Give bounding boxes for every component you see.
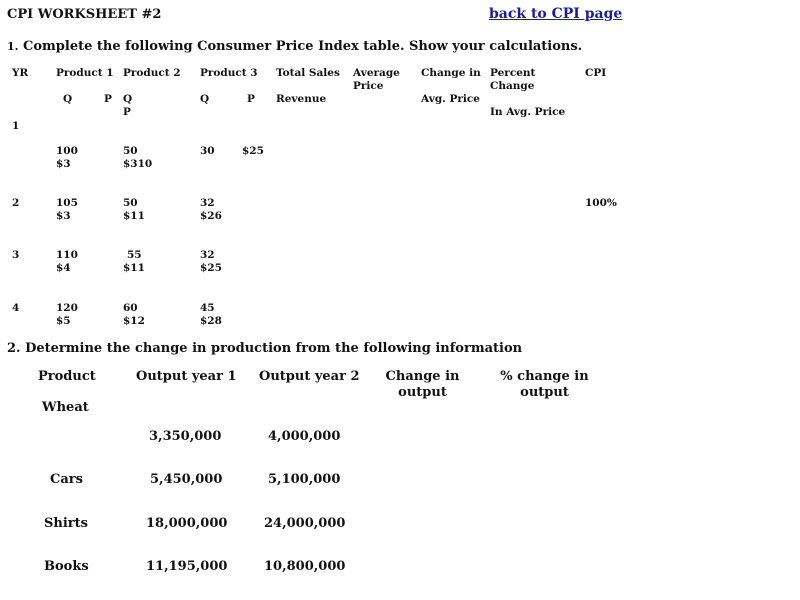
question-2-prompt: 2. Determine the change in production from the following information	[7, 341, 523, 356]
back-to-cpi-link[interactable]: back to CPI page	[489, 6, 623, 22]
row-wheat-product: Wheat	[42, 400, 89, 415]
row-3-p1-q: 110	[56, 249, 78, 261]
header-cpi: CPI	[585, 67, 607, 79]
header-change: Change	[490, 80, 535, 92]
row-3-p3-q: 32	[200, 249, 215, 261]
row-1-yr: 1	[12, 120, 20, 132]
header-product-2: Product 2	[123, 67, 181, 79]
subheader-p2-q: Q	[123, 93, 133, 105]
subheader-p3-q: Q	[200, 93, 210, 105]
subheader-revenue: Revenue	[276, 93, 327, 105]
header-pct-change-line1: % change in	[500, 369, 589, 384]
row-2-p2-p: $11	[123, 210, 145, 222]
row-4-p3-p: $28	[200, 315, 222, 327]
row-4-p1-q: 120	[56, 302, 78, 314]
row-1-p3-p: $25	[242, 145, 264, 157]
row-4-p1-p: $5	[56, 315, 71, 327]
row-4-p2-q: 60	[123, 302, 138, 314]
header-price: Price	[353, 80, 384, 92]
row-cars-product: Cars	[50, 472, 83, 487]
header-pct-change-in-output	[497, 369, 592, 401]
header-total-sales: Total Sales	[276, 67, 340, 79]
row-3-yr: 3	[12, 249, 20, 261]
row-3-p2-q: 55	[127, 249, 142, 261]
row-shirts-product: Shirts	[44, 516, 88, 531]
row-1-p2-q: 50	[123, 145, 138, 157]
row-1-p1-q: 100	[56, 145, 78, 157]
subheader-p1-q: Q	[63, 93, 73, 105]
row-2-p2-q: 50	[123, 197, 138, 209]
row-2-p3-p: $26	[200, 210, 222, 222]
row-2-yr: 2	[12, 197, 20, 209]
header-product: Product	[38, 369, 96, 384]
row-3-p3-p: $25	[200, 262, 222, 274]
row-books-y1: 11,195,000	[146, 559, 228, 574]
row-1-p2-p: $310	[123, 158, 153, 170]
row-3-p2-p: $11	[123, 262, 145, 274]
header-percent: Percent	[490, 67, 536, 79]
header-yr: YR	[12, 67, 29, 79]
row-4-p2-p: $12	[123, 315, 145, 327]
subheader-in-avg-price: In Avg. Price	[490, 106, 566, 118]
row-books-product: Books	[44, 559, 89, 574]
question-number: 1.	[7, 40, 19, 53]
row-books-y2: 10,800,000	[264, 559, 346, 574]
row-4-yr: 4	[12, 302, 20, 314]
row-2-p3-q: 32	[200, 197, 215, 209]
row-shirts-y1: 18,000,000	[146, 516, 228, 531]
header-pct-change-line2: output	[520, 385, 569, 400]
header-change-in-line2: output	[398, 385, 447, 400]
row-2-p1-p: $3	[56, 210, 71, 222]
header-change-in-output	[385, 369, 460, 401]
question-1-prompt	[7, 39, 582, 54]
subheader-p1-p: P	[104, 93, 112, 105]
row-wheat-y2: 4,000,000	[268, 429, 341, 444]
row-3-p1-p: $4	[56, 262, 71, 274]
header-change-in-line1: Change in	[385, 369, 460, 384]
row-cars-y2: 5,100,000	[268, 472, 341, 487]
row-shirts-y2: 24,000,000	[264, 516, 346, 531]
row-1-p3-q: 30	[200, 145, 215, 157]
subheader-avg-price: Avg. Price	[421, 93, 480, 105]
page-title: CPI WORKSHEET #2	[7, 7, 162, 22]
row-cars-y1: 5,450,000	[150, 472, 223, 487]
row-wheat-y1: 3,350,000	[149, 429, 222, 444]
header-output-year-2: Output year 2	[259, 369, 360, 384]
question-text: Complete the following Consumer Price Index table. Show your calculations.	[23, 39, 583, 54]
subheader-p2-p: P	[123, 106, 131, 118]
header-change-in: Change in	[421, 67, 481, 79]
row-4-p3-q: 45	[200, 302, 215, 314]
header-product-1: Product 1	[56, 67, 114, 79]
header-output-year-1: Output year 1	[136, 369, 237, 384]
row-2-cpi: 100%	[585, 197, 617, 209]
header-average: Average	[353, 67, 400, 79]
header-product-3: Product 3	[200, 67, 258, 79]
row-1-p1-p: $3	[56, 158, 71, 170]
row-2-p1-q: 105	[56, 197, 78, 209]
subheader-p3-p: P	[247, 93, 255, 105]
